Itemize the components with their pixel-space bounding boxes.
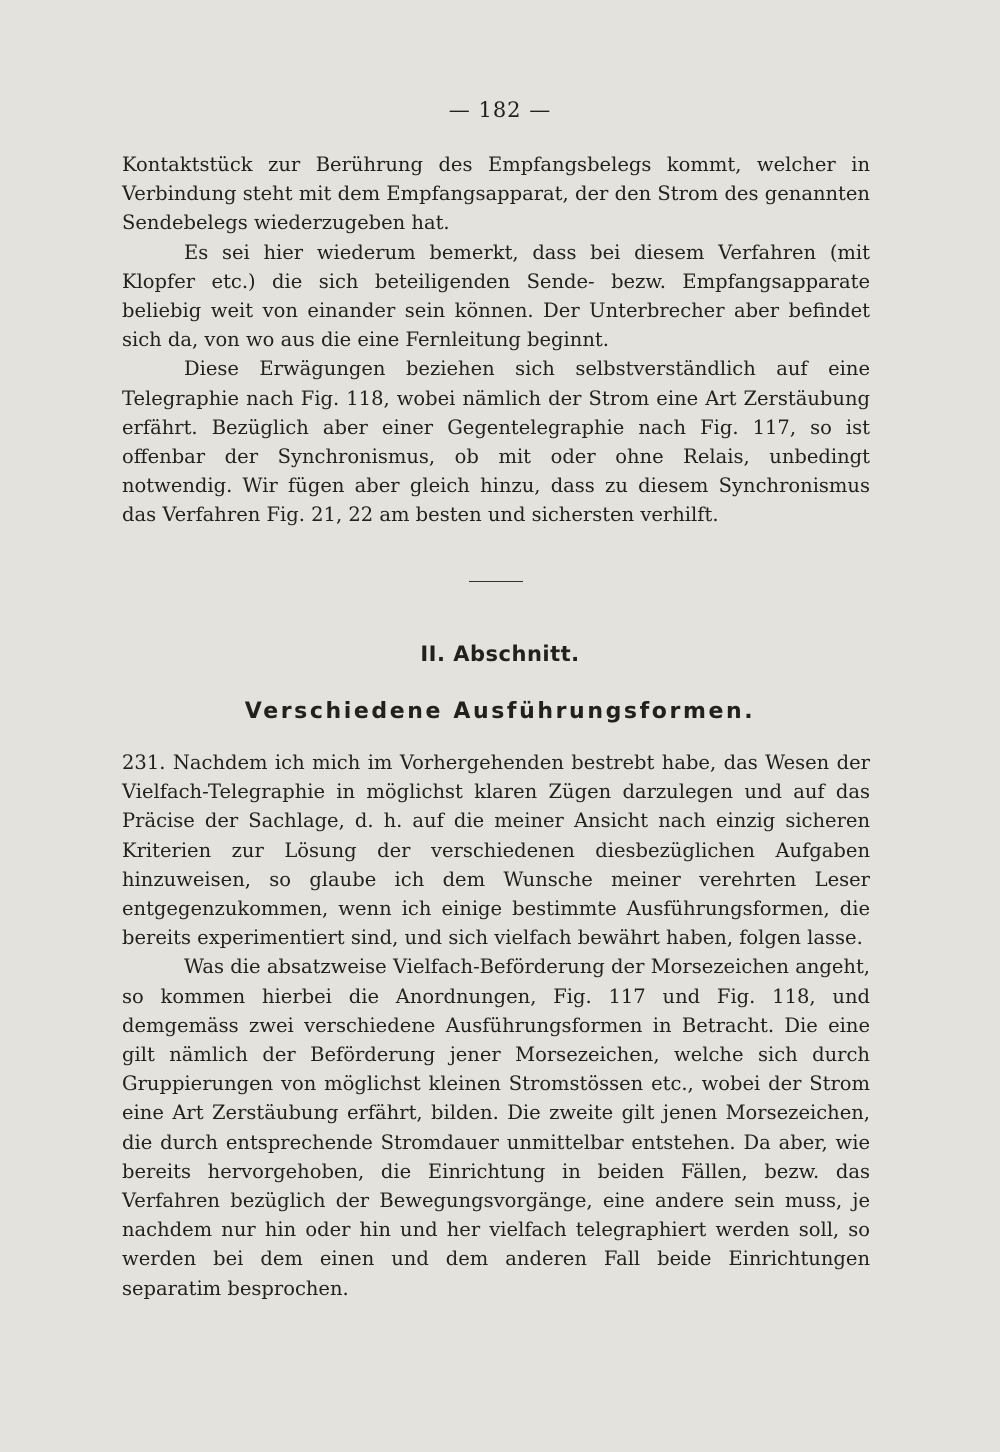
lower-text-block (122, 748, 870, 1303)
paragraph-morse-transmission: Was die absatzweise Vielfach-Beförderung der Morsezeichen angeht, so kommen hierbei die Anordnungen, Fig. 117 und Fig. 118, und demgemäss zwei verschiedene Ausführungsformen in Betracht. Die eine gilt nämlich der Beförderung jener Morsezeichen, welche sich durch Gruppierungen von möglichst kleinen Stromstössen etc., wobei der Strom eine Art Zerstäubung erfährt, bilden. Die zweite gilt jenen Morsezeichen, die durch entsprechende Stromdauer unmittelbar entstehen. Da aber, wie bereits hervorgehoben, die Einrichtung in beiden Fällen, bezw. das Verfahren bezüglich der Bewegungsvorgänge, eine andere sein muss, je nachdem nur hin oder hin und her vielfach telegraphiert werden soll, so werden bei dem einen und dem anderen Fall beide Einrichtungen separatim besprochen. (122, 955, 870, 1300)
page-number: — 182 — (448, 98, 552, 122)
section-divider (469, 581, 523, 582)
paragraph-contact-piece: Kontaktstück zur Berührung des Empfangsbelegs kommt, welcher in Verbindung steht mit dem Empfangsapparat, der den Strom des genannten Sendebelegs wiederzugeben hat. (122, 153, 870, 235)
paragraph-231: 231. Nachdem ich mich im Vorhergehenden bestrebt habe, das Wesen der Vielfach-Telegraphie in möglichst klaren Zügen darzulegen und auf das Präcise der Sachlage, d. h. auf die meiner Ansicht nach einzig sicheren Kriterien zur Lösung der verschiedenen diesbezüglichen Aufgaben hinzuweisen, so glaube ich dem Wunsche meiner verehrten Leser entgegenzukommen, wenn ich einige bestimmte Ausführungsformen, die bereits experimentiert sind, und sich vielfach bewährt haben, folgen lasse. (122, 751, 870, 950)
paragraph-interrupter: Es sei hier wiederum bemerkt, dass bei diesem Verfahren (mit Klopfer etc.) die sich beteiligenden Sende- bezw. Empfangsapparate beliebig weit von einander sein können. Der Unterbrecher aber befindet sich da, von wo aus die eine Fernleitung beginnt. (122, 240, 870, 352)
upper-text-block (122, 150, 870, 530)
paragraph-synchronism: Diese Erwägungen beziehen sich selbstverständlich auf eine Telegraphie nach Fig. 118, wobei nämlich der Strom eine Art Zerstäubung erfährt. Bezüglich aber einer Gegentelegraphie nach Fig. 117, so ist offenbar der Synchronismus, ob mit oder ohne Relais, unbedingt notwendig. Wir fügen aber gleich hinzu, dass zu diesem Synchronismus das Verfahren Fig. 21, 22 am besten und sichersten verhilft. (122, 357, 870, 527)
section-heading: II. Abschnitt. (420, 642, 580, 666)
section-subtitle: Verschiedene Ausführungsformen. (244, 699, 756, 724)
